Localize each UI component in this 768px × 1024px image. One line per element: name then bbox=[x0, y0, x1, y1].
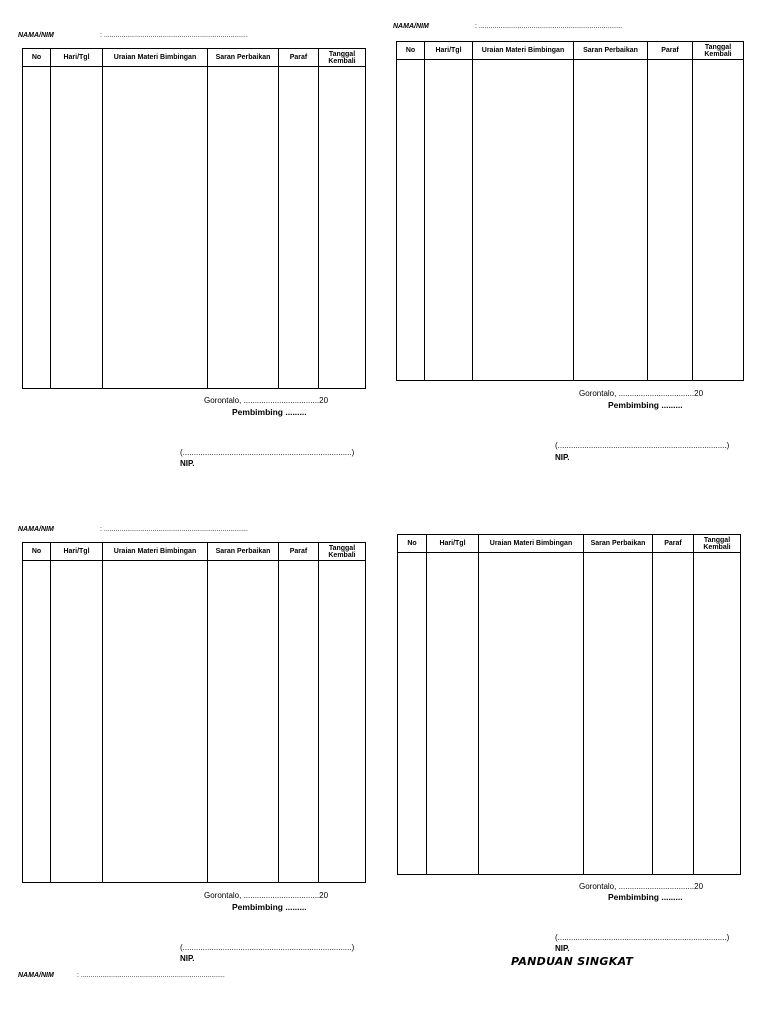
col-uraian: Uraian Materi Bimbingan bbox=[103, 543, 208, 561]
nama-nim-value: : .......................................................................... bbox=[100, 32, 248, 39]
col-paraf: Paraf bbox=[279, 543, 319, 561]
nama-nim-label: NAMA/NIM bbox=[393, 23, 429, 30]
cell-hari-tgl[interactable] bbox=[425, 60, 473, 381]
signature-line: (............................................................................) bbox=[180, 448, 355, 457]
col-saran: Saran Perbaikan bbox=[574, 42, 648, 60]
place-date: Gorontalo, ..................................20 bbox=[204, 396, 329, 405]
col-saran: Saran Perbaikan bbox=[584, 535, 653, 553]
cell-saran[interactable] bbox=[208, 561, 279, 883]
cell-no[interactable] bbox=[397, 60, 425, 381]
cell-paraf[interactable] bbox=[279, 561, 319, 883]
pembimbing-label: Pembimbing ......... bbox=[608, 400, 683, 410]
nip-label: NIP. bbox=[180, 459, 195, 468]
cell-saran[interactable] bbox=[584, 553, 653, 875]
nama-nim-value: : .......................................................................... bbox=[100, 526, 248, 533]
col-tanggal-kembali: Tanggal Kembali bbox=[693, 42, 744, 60]
col-no: No bbox=[23, 49, 51, 67]
cell-saran[interactable] bbox=[208, 67, 279, 389]
col-tanggal-kembali: Tanggal Kembali bbox=[319, 543, 366, 561]
col-hari-tgl: Hari/Tgl bbox=[427, 535, 479, 553]
col-paraf: Paraf bbox=[648, 42, 693, 60]
cell-saran[interactable] bbox=[574, 60, 648, 381]
consultation-table-1 bbox=[22, 48, 366, 389]
col-hari-tgl: Hari/Tgl bbox=[51, 543, 103, 561]
nama-nim-value: : .......................................................................... bbox=[475, 23, 623, 30]
col-uraian: Uraian Materi Bimbingan bbox=[103, 49, 208, 67]
cell-hari-tgl[interactable] bbox=[427, 553, 479, 875]
consultation-table-3 bbox=[22, 542, 366, 883]
cell-paraf[interactable] bbox=[648, 60, 693, 381]
col-no: No bbox=[23, 543, 51, 561]
pembimbing-label: Pembimbing ......... bbox=[232, 407, 307, 417]
nama-nim-label: NAMA/NIM bbox=[18, 32, 54, 39]
col-tanggal-kembali: Tanggal Kembali bbox=[694, 535, 741, 553]
col-tanggal-kembali: Tanggal Kembali bbox=[319, 49, 366, 67]
place-date: Gorontalo, ..................................20 bbox=[579, 882, 704, 891]
pembimbing-label: Pembimbing ......... bbox=[608, 892, 683, 902]
cell-tanggal-kembali[interactable] bbox=[319, 561, 366, 883]
nip-label: NIP. bbox=[555, 944, 570, 953]
col-no: No bbox=[397, 42, 425, 60]
cell-uraian[interactable] bbox=[473, 60, 574, 381]
col-hari-tgl: Hari/Tgl bbox=[51, 49, 103, 67]
cell-hari-tgl[interactable] bbox=[51, 67, 103, 389]
col-saran: Saran Perbaikan bbox=[208, 49, 279, 67]
nama-nim-value: : .......................................................................... bbox=[77, 972, 225, 979]
col-saran: Saran Perbaikan bbox=[208, 543, 279, 561]
cell-no[interactable] bbox=[398, 553, 427, 875]
signature-line: (............................................................................) bbox=[555, 933, 730, 942]
cell-tanggal-kembali[interactable] bbox=[694, 553, 741, 875]
nip-label: NIP. bbox=[555, 453, 570, 462]
place-date: Gorontalo, ..................................20 bbox=[204, 891, 329, 900]
consultation-table-4 bbox=[397, 534, 741, 875]
cell-hari-tgl[interactable] bbox=[51, 561, 103, 883]
consultation-table-2 bbox=[396, 41, 744, 381]
nip-label: NIP. bbox=[180, 954, 195, 963]
cell-uraian[interactable] bbox=[479, 553, 584, 875]
signature-line: (............................................................................) bbox=[555, 441, 730, 450]
pembimbing-label: Pembimbing ......... bbox=[232, 902, 307, 912]
cell-no[interactable] bbox=[23, 67, 51, 389]
col-paraf: Paraf bbox=[279, 49, 319, 67]
cell-tanggal-kembali[interactable] bbox=[693, 60, 744, 381]
cell-no[interactable] bbox=[23, 561, 51, 883]
footer-title: PANDUAN SINGKAT bbox=[511, 955, 634, 968]
col-hari-tgl: Hari/Tgl bbox=[425, 42, 473, 60]
nama-nim-label: NAMA/NIM bbox=[18, 972, 54, 979]
cell-paraf[interactable] bbox=[653, 553, 694, 875]
nama-nim-label: NAMA/NIM bbox=[18, 526, 54, 533]
cell-tanggal-kembali[interactable] bbox=[319, 67, 366, 389]
cell-paraf[interactable] bbox=[279, 67, 319, 389]
signature-line: (............................................................................) bbox=[180, 943, 355, 952]
col-uraian: Uraian Materi Bimbingan bbox=[479, 535, 584, 553]
col-no: No bbox=[398, 535, 427, 553]
cell-uraian[interactable] bbox=[103, 67, 208, 389]
col-paraf: Paraf bbox=[653, 535, 694, 553]
place-date: Gorontalo, ..................................20 bbox=[579, 389, 704, 398]
cell-uraian[interactable] bbox=[103, 561, 208, 883]
col-uraian: Uraian Materi Bimbingan bbox=[473, 42, 574, 60]
